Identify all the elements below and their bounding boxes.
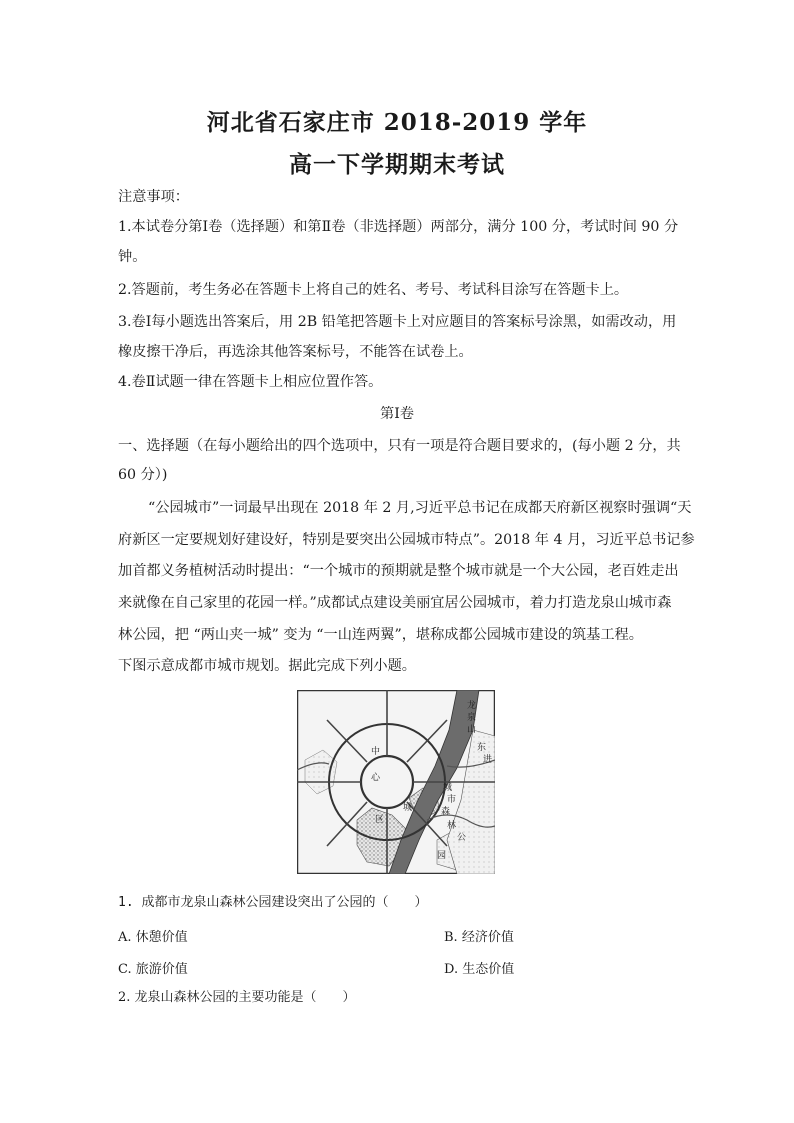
- notice-3-cont: 橡皮擦干净后，再选涂其他答案标号，不能答在试卷上。: [118, 344, 473, 360]
- passage-line-5: 林公园，把 “两山夹一城” 变为 “一山连两翼”，堪称成都公园城市建设的筑基工程。: [118, 627, 643, 643]
- map-label: 中: [371, 747, 381, 757]
- map-label: 市: [447, 795, 457, 805]
- passage-line-1: “公园城市”一词最早出现在 2018 年 2 月,习近平总书记在成都天府新区视察时强调“天: [148, 500, 692, 516]
- section-intro-cont: 60 分）): [118, 467, 168, 483]
- map-label: 山: [467, 725, 477, 735]
- q1-option-b: B. 经济价值: [444, 930, 514, 945]
- exam-title: 河北省石家庄市 2018-2019 学年: [206, 109, 588, 136]
- map-label: 城: [403, 803, 413, 813]
- map-label: 园: [437, 851, 447, 861]
- notice-4: 4.卷Ⅱ试题一律在答题卡上相应位置作答。: [118, 374, 383, 390]
- city-planning-map: [297, 690, 495, 874]
- map-label: 泉: [467, 713, 477, 723]
- notice-1: 1.本试卷分第Ⅰ卷（选择题）和第Ⅱ卷（非选择题）两部分，满分 100 分，考试时间 90 分: [118, 219, 679, 235]
- section-intro: 一、选择题（在每小题给出的四个选项中，只有一项是符合题目要求的，(每小题 2 分，共: [118, 438, 681, 454]
- question-1: 1. 成都市龙泉山森林公园建设突出了公园的（ ）: [118, 895, 428, 910]
- notice-1-cont: 钟。: [118, 249, 147, 265]
- notice-2: 2.答题前，考生务必在答题卡上将自己的姓名、考号、考试科目涂写在答题卡上。: [118, 282, 629, 298]
- notice-3: 3.卷Ⅰ每小题选出答案后，用 2B 铅笔把答题卡上对应题目的答案标号涂黑，如需改动，用: [118, 314, 677, 330]
- map-label: 区: [375, 815, 385, 825]
- section-title: 第Ⅰ卷: [380, 406, 414, 422]
- passage-line-4: 来就像在自己家里的花园一样。”成都试点建设美丽宜居公园城市，着力打造龙泉山城市森: [118, 595, 672, 611]
- map-label: 进: [483, 755, 493, 765]
- map-label: 公: [457, 833, 467, 843]
- passage-line-2: 府新区一定要规划好建设好，特别是要突出公园城市特点”。2018 年 4 月，习近平总书记参: [118, 532, 695, 548]
- q1-option-d: D. 生态价值: [444, 962, 515, 977]
- map-label: 东: [477, 743, 487, 753]
- map-label: 龙: [467, 701, 477, 711]
- question-2: 2. 龙泉山森林公园的主要功能是（ ）: [118, 990, 356, 1005]
- passage-line-3: 加首都义务植树活动时提出：“一个城市的预期就是整个城市就是一个大公园，老百姓走出: [118, 563, 679, 579]
- map-label: 城: [443, 783, 453, 793]
- map-label: 森: [441, 807, 451, 817]
- notice-heading: 注意事项：: [118, 189, 189, 205]
- map-label: 心: [371, 773, 381, 783]
- passage-line-6: 下图示意成都市城市规划。据此完成下列小题。: [118, 658, 416, 674]
- q1-option-c: C. 旅游价值: [118, 962, 188, 977]
- q1-option-a: A. 休憩价值: [118, 930, 188, 945]
- exam-subtitle: 高一下学期期末考试: [289, 151, 505, 178]
- map-label: 林: [447, 821, 457, 831]
